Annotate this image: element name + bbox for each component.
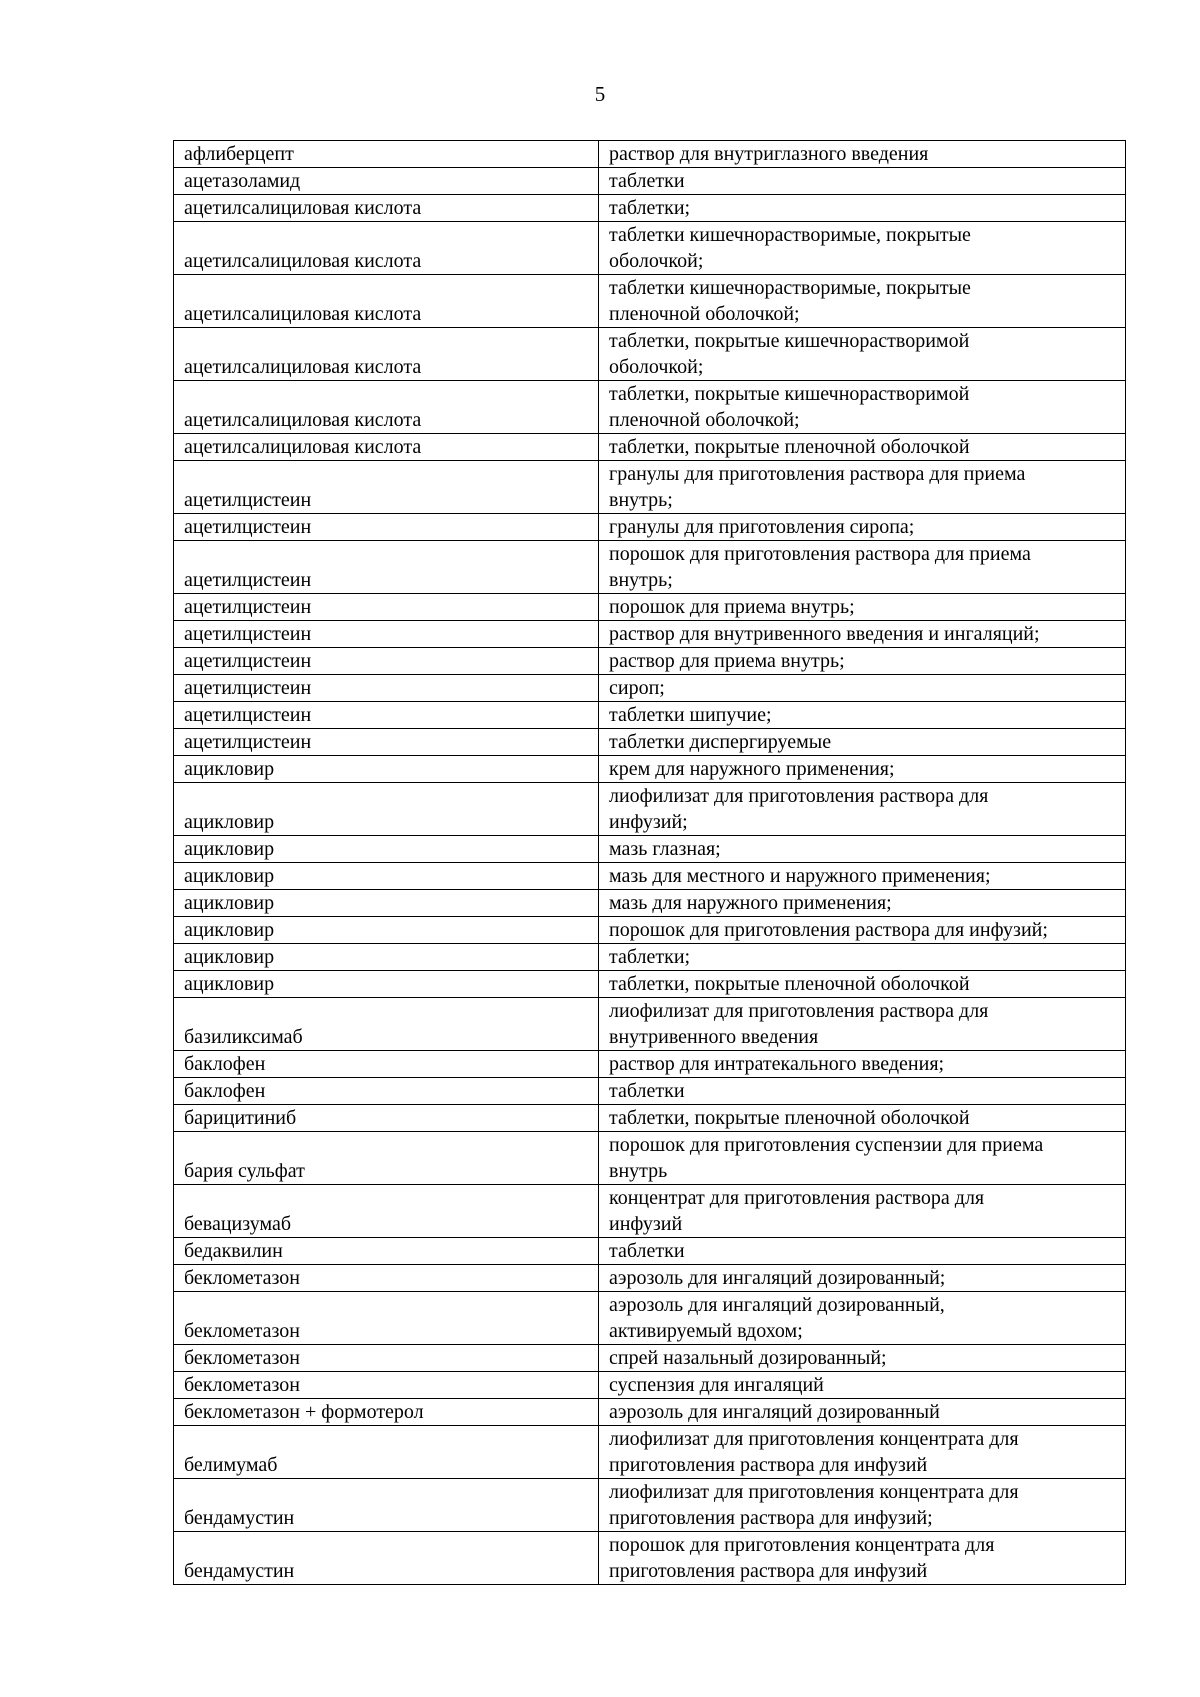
table-row (174, 594, 1126, 621)
dosage-form-cell: таблетки (599, 1238, 1126, 1265)
dosage-form-cell: мазь для наружного применения; (599, 890, 1126, 917)
drug-name-cell: бария сульфат (174, 1132, 599, 1185)
dosage-form-cell: раствор для интратекального введения; (599, 1051, 1126, 1078)
page-number: 5 (594, 82, 606, 106)
dosage-form-cell: спрей назальный дозированный; (599, 1345, 1126, 1372)
dosage-form-cell: раствор для внутриглазного введения (599, 141, 1126, 168)
dosage-form-cell: таблетки, покрытые пленочной оболочкой (599, 434, 1126, 461)
drug-name-cell: бендамустин (174, 1532, 599, 1585)
dosage-form-cell: таблетки (599, 168, 1126, 195)
drug-name-cell: ацетилцистеин (174, 621, 599, 648)
table-row (174, 1292, 1126, 1345)
table-row (174, 514, 1126, 541)
table-row (174, 863, 1126, 890)
drug-name-cell: афлиберцепт (174, 141, 599, 168)
table-row (174, 195, 1126, 222)
dosage-form-cell: лиофилизат для приготовления концентрата для приготовления раствора для инфузий; (599, 1479, 1126, 1532)
dosage-form-cell: гранулы для приготовления сиропа; (599, 514, 1126, 541)
drug-name-cell: ацетилсалициловая кислота (174, 222, 599, 275)
dosage-form-cell: мазь для местного и наружного применения; (599, 863, 1126, 890)
drug-name-cell: белимумаб (174, 1426, 599, 1479)
table-row (174, 1532, 1126, 1585)
drug-name-cell: ацетилцистеин (174, 514, 599, 541)
dosage-form-cell: гранулы для приготовления раствора для приема внутрь; (599, 461, 1126, 514)
dosage-form-cell: лиофилизат для приготовления раствора для инфузий; (599, 783, 1126, 836)
table-row (174, 971, 1126, 998)
drug-name-cell: бендамустин (174, 1479, 599, 1532)
table-row (174, 1132, 1126, 1185)
dosage-form-cell: порошок для приготовления концентрата для приготовления раствора для инфузий (599, 1532, 1126, 1585)
dosage-form-cell: суспензия для ингаляций (599, 1372, 1126, 1399)
drug-name-cell: ацетилцистеин (174, 729, 599, 756)
table-row (174, 541, 1126, 594)
dosage-form-cell: концентрат для приготовления раствора для инфузий (599, 1185, 1126, 1238)
table-row (174, 621, 1126, 648)
table-row (174, 1265, 1126, 1292)
drug-name-cell: беклометазон + формотерол (174, 1399, 599, 1426)
drug-name-cell: ацикловир (174, 971, 599, 998)
drug-name-cell: ацетилцистеин (174, 594, 599, 621)
dosage-form-cell: порошок для приготовления раствора для приема внутрь; (599, 541, 1126, 594)
table-row (174, 729, 1126, 756)
table-row (174, 275, 1126, 328)
drug-name-cell: базиликсимаб (174, 998, 599, 1051)
dosage-form-cell: таблетки (599, 1078, 1126, 1105)
table-row (174, 1479, 1126, 1532)
table-row (174, 328, 1126, 381)
drug-name-cell: ацетилцистеин (174, 675, 599, 702)
table-row (174, 783, 1126, 836)
dosage-form-cell: раствор для внутривенного введения и ингаляций; (599, 621, 1126, 648)
dosage-form-cell: аэрозоль для ингаляций дозированный, активируемый вдохом; (599, 1292, 1126, 1345)
dosage-form-cell: крем для наружного применения; (599, 756, 1126, 783)
drug-name-cell: ацикловир (174, 917, 599, 944)
drug-name-cell: ацетилсалициловая кислота (174, 381, 599, 434)
drug-name-cell: барицитиниб (174, 1105, 599, 1132)
dosage-form-cell: таблетки; (599, 944, 1126, 971)
drug-name-cell: ацетилсалициловая кислота (174, 328, 599, 381)
table-row (174, 890, 1126, 917)
table-row (174, 675, 1126, 702)
table-row (174, 434, 1126, 461)
table-row (174, 756, 1126, 783)
dosage-form-cell: таблетки кишечнорастворимые, покрытые пленочной оболочкой; (599, 275, 1126, 328)
table-row (174, 917, 1126, 944)
dosage-form-cell: таблетки, покрытые пленочной оболочкой (599, 971, 1126, 998)
table-row (174, 648, 1126, 675)
table-row (174, 1105, 1126, 1132)
table-row (174, 168, 1126, 195)
drug-name-cell: ацикловир (174, 944, 599, 971)
table-row (174, 222, 1126, 275)
dosage-form-cell: порошок для приготовления раствора для инфузий; (599, 917, 1126, 944)
dosage-form-cell: таблетки диспергируемые (599, 729, 1126, 756)
table-row (174, 998, 1126, 1051)
drug-name-cell: ацетилцистеин (174, 541, 599, 594)
dosage-form-cell: аэрозоль для ингаляций дозированный; (599, 1265, 1126, 1292)
table-row (174, 836, 1126, 863)
drug-name-cell: ацетилцистеин (174, 648, 599, 675)
drug-name-cell: бевацизумаб (174, 1185, 599, 1238)
dosage-form-cell: лиофилизат для приготовления раствора для внутривенного введения (599, 998, 1126, 1051)
dosage-form-cell: порошок для приема внутрь; (599, 594, 1126, 621)
drug-name-cell: ацетилсалициловая кислота (174, 434, 599, 461)
table-body (174, 141, 1126, 1585)
drug-name-cell: ацикловир (174, 836, 599, 863)
drug-table (173, 140, 1126, 1585)
drug-name-cell: ацикловир (174, 890, 599, 917)
table-row (174, 944, 1126, 971)
drug-name-cell: ацикловир (174, 756, 599, 783)
drug-name-cell: ацетилцистеин (174, 461, 599, 514)
dosage-form-cell: сироп; (599, 675, 1126, 702)
drug-name-cell: ацикловир (174, 863, 599, 890)
drug-name-cell: ацетилсалициловая кислота (174, 275, 599, 328)
table-row (174, 1051, 1126, 1078)
table-row (174, 1078, 1126, 1105)
drug-name-cell: баклофен (174, 1078, 599, 1105)
drug-name-cell: ацикловир (174, 783, 599, 836)
drug-name-cell: ацетилсалициловая кислота (174, 195, 599, 222)
dosage-form-cell: мазь глазная; (599, 836, 1126, 863)
drug-name-cell: беклометазон (174, 1292, 599, 1345)
table-row (174, 141, 1126, 168)
dosage-form-cell: таблетки, покрытые пленочной оболочкой (599, 1105, 1126, 1132)
drug-name-cell: ацетазоламид (174, 168, 599, 195)
drug-name-cell: баклофен (174, 1051, 599, 1078)
dosage-form-cell: раствор для приема внутрь; (599, 648, 1126, 675)
table-row (174, 1345, 1126, 1372)
drug-name-cell: беклометазон (174, 1265, 599, 1292)
dosage-form-cell: таблетки шипучие; (599, 702, 1126, 729)
dosage-form-cell: порошок для приготовления суспензии для приема внутрь (599, 1132, 1126, 1185)
table-row (174, 1372, 1126, 1399)
table-row (174, 1399, 1126, 1426)
table-row (174, 381, 1126, 434)
table-row (174, 702, 1126, 729)
drug-name-cell: ацетилцистеин (174, 702, 599, 729)
drug-name-cell: беклометазон (174, 1345, 599, 1372)
dosage-form-cell: таблетки, покрытые кишечнорастворимой оболочкой; (599, 328, 1126, 381)
table-row (174, 1238, 1126, 1265)
drug-name-cell: бедаквилин (174, 1238, 599, 1265)
drug-name-cell: беклометазон (174, 1372, 599, 1399)
dosage-form-cell: аэрозоль для ингаляций дозированный (599, 1399, 1126, 1426)
table-row (174, 461, 1126, 514)
dosage-form-cell: таблетки, покрытые кишечнорастворимой пленочной оболочкой; (599, 381, 1126, 434)
dosage-form-cell: лиофилизат для приготовления концентрата для приготовления раствора для инфузий (599, 1426, 1126, 1479)
dosage-form-cell: таблетки кишечнорастворимые, покрытые оболочкой; (599, 222, 1126, 275)
table-row (174, 1185, 1126, 1238)
table-row (174, 1426, 1126, 1479)
dosage-form-cell: таблетки; (599, 195, 1126, 222)
